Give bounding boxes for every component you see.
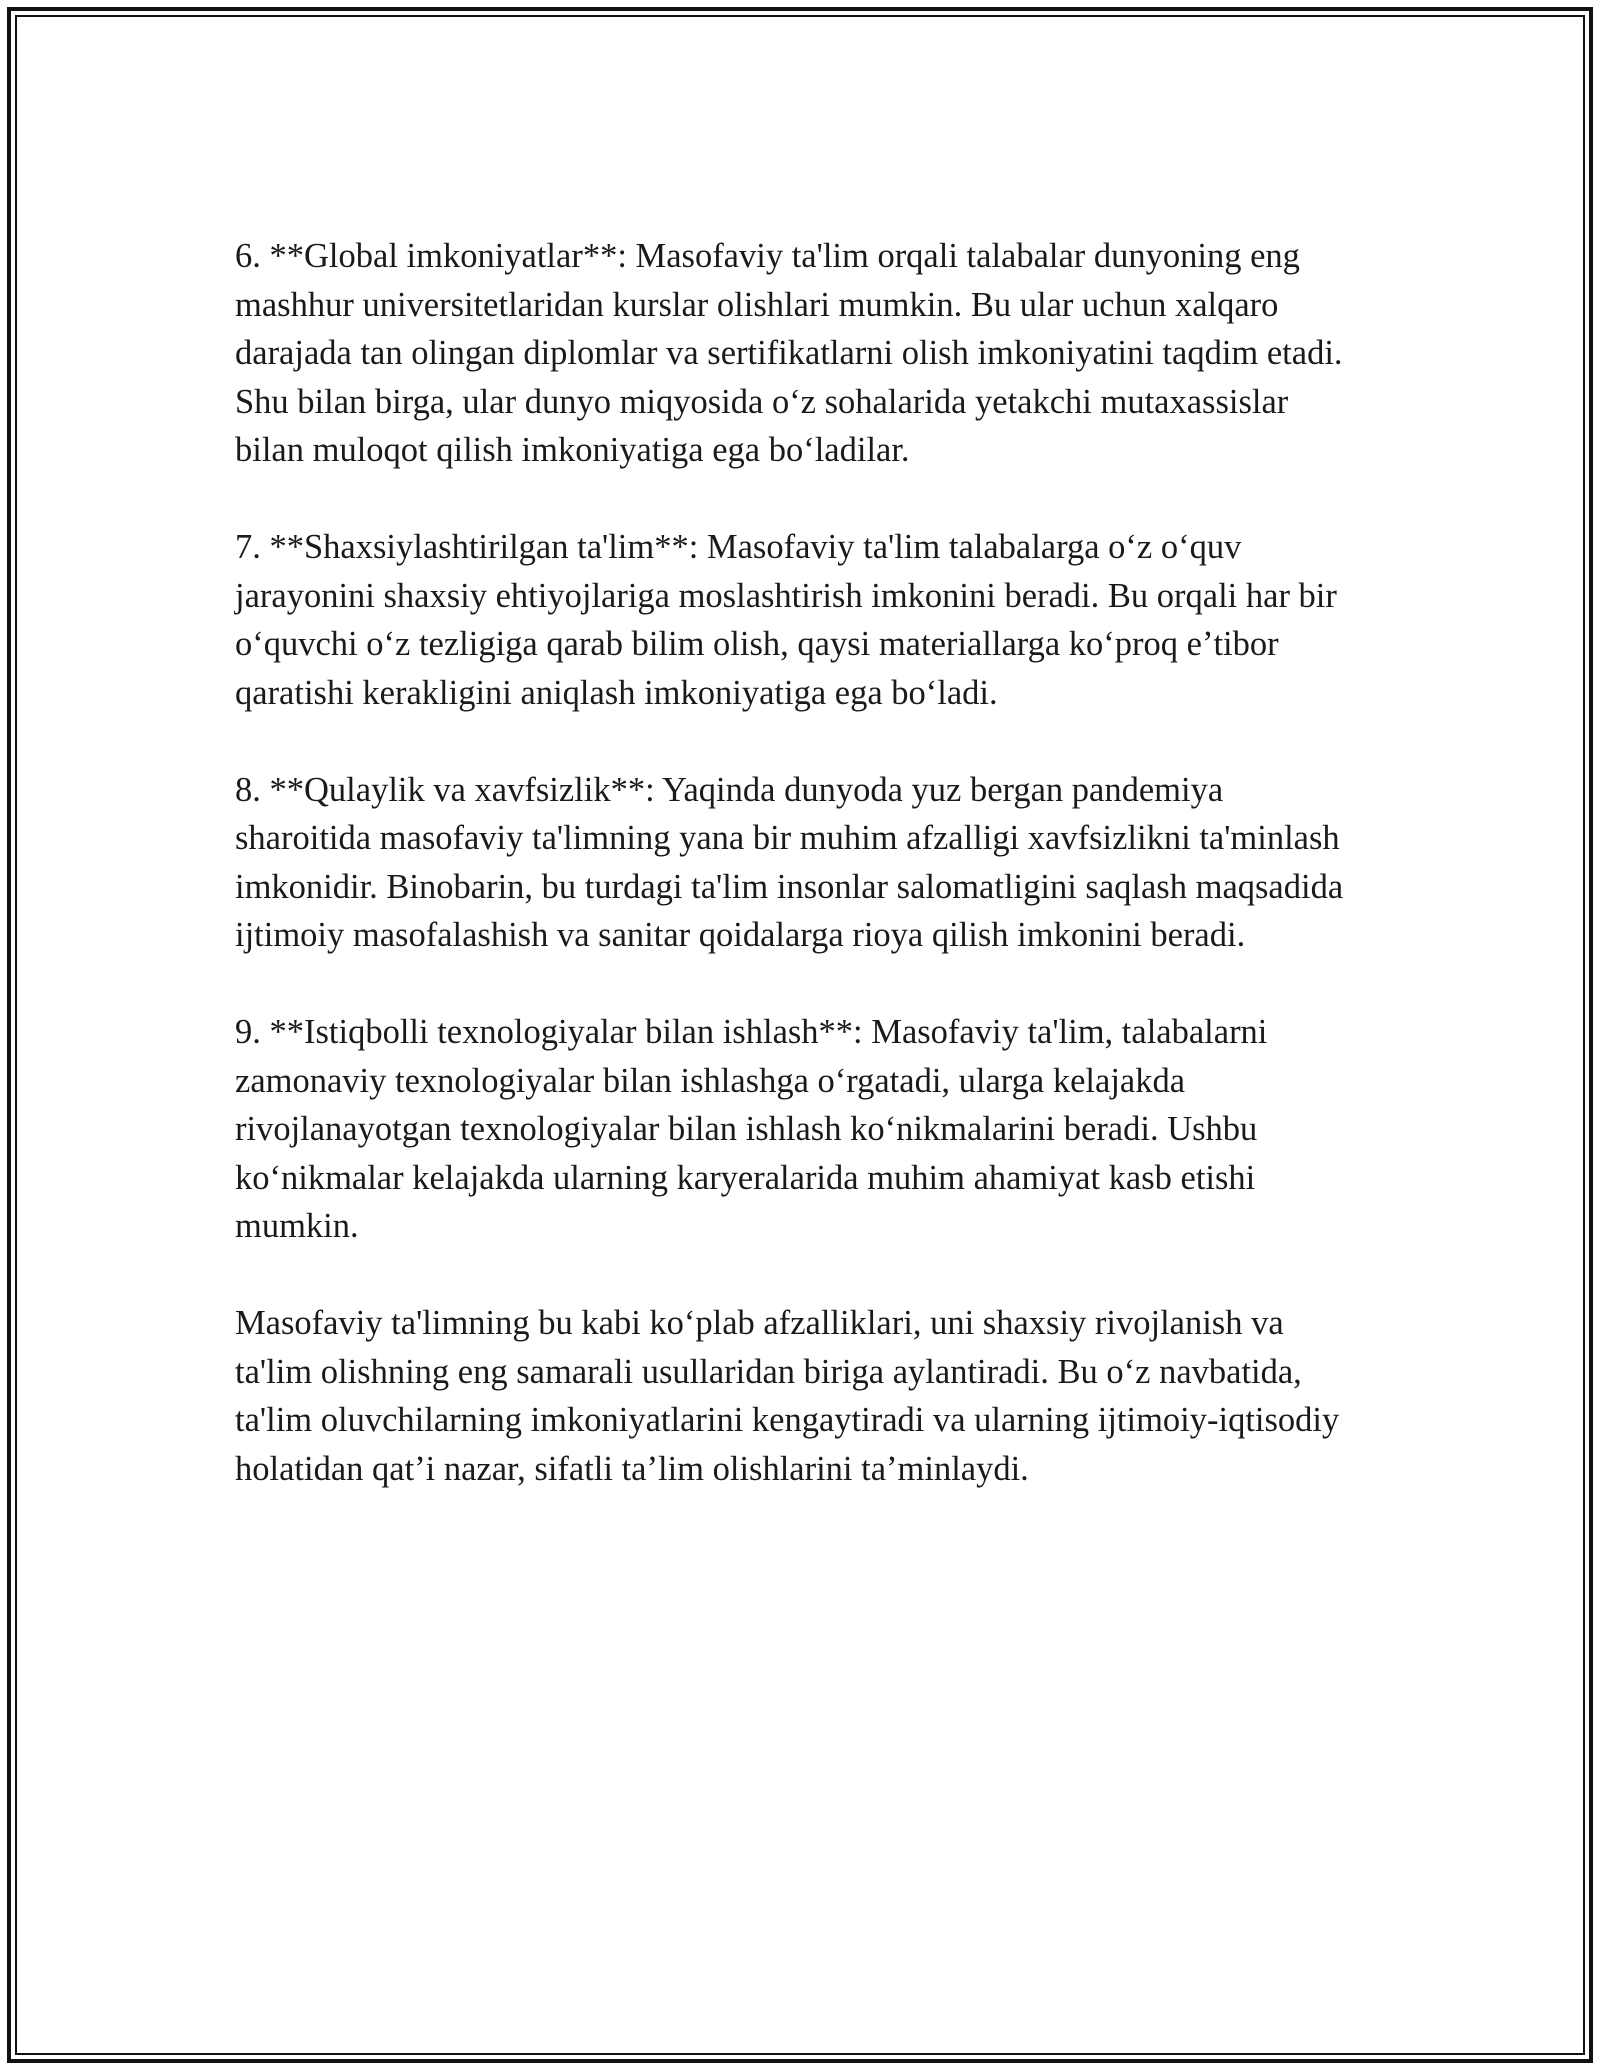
document-body — [235, 232, 1365, 1542]
paragraph-future-technologies: 9. **Istiqbolli texnologiyalar bilan ishlash**: Masofaviy ta'lim, talabalarni zamonaviy texnologiyalar bilan ishlashga oʻrgatadi, ularga kelajakda rivojlanayotgan texnologiyalar bilan ishlash koʻnikmalarini beradi. Ushbu koʻnikmalar kelajakda ularning karyeralarida muhim ahamiyat kasb etishi mumkin. — [235, 1013, 1268, 1245]
paragraph-conclusion: Masofaviy ta'limning bu kabi koʻplab afzalliklari, uni shaxsiy rivojlanish va ta'lim olishning eng samarali usullaridan biriga aylantiradi. Bu oʻz navbatida, ta'lim oluvchilarning imkoniyatlarini kengaytiradi va ularning ijtimoiy-iqtisodiy holatidan qatʼi nazar, sifatli taʼlim olishlarini taʼminlaydi. — [235, 1304, 1340, 1488]
paragraph-global-opportunities: 6. **Global imkoniyatlar**: Masofaviy ta'lim orqali talabalar dunyoning eng mashhur universitetlaridan kurslar olishlari mumkin. Bu ular uchun xalqaro darajada tan olingan diplomlar va sertifikatlarni olish imkoniyatini taqdim etadi. Shu bilan birga, ular dunyo miqyosida oʻz sohalarida yetakchi mutaxassislar bilan muloqot qilish imkoniyatiga ega boʻladilar. — [235, 237, 1343, 469]
paragraph-convenience-safety: 8. **Qulaylik va xavfsizlik**: Yaqinda dunyoda yuz bergan pandemiya sharoitida masofaviy ta'limning yana bir muhim afzalligi xavfsizlikni ta'minlash imkonidir. Binobarin, bu turdagi ta'lim insonlar salomatligini saqlash maqsadida ijtimoiy masofalashish va sanitar qoidalarga rioya qilish imkonini beradi. — [235, 770, 1344, 954]
paragraph-personalized-learning: 7. **Shaxsiylashtirilgan ta'lim**: Masofaviy ta'lim talabalarga oʻz oʻquv jarayonini shaxsiy ehtiyojlariga moslashtirish imkonini beradi. Bu orqali har bir oʻquvchi oʻz tezligiga qarab bilim olish, qaysi materiallarga koʻproq eʼtibor qaratishi kerakligini aniqlash imkoniyatiga ega boʻladi. — [235, 528, 1337, 712]
